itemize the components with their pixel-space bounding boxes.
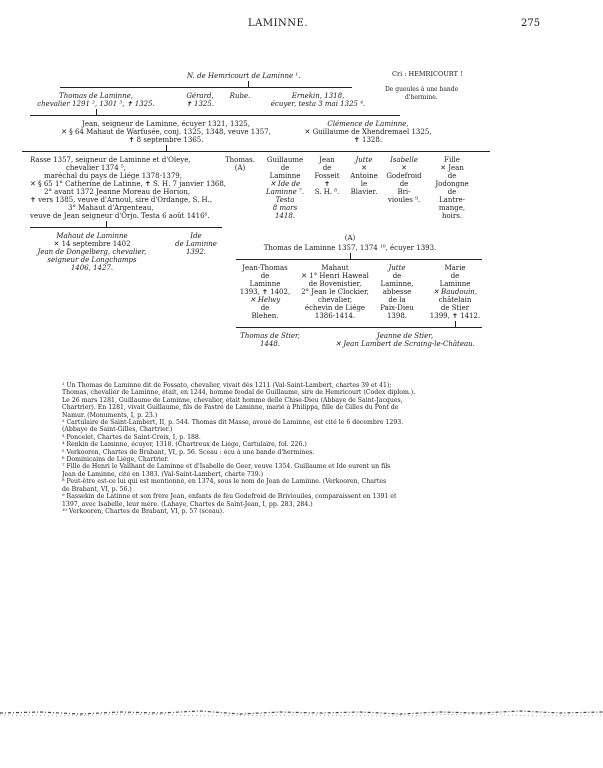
person-jean-fosseit-line: de (322, 164, 332, 172)
footnote-line: ¹ Un Thomas de Laminne dit de Fossato, chevalier, vivait dès 1211 (Val-Saint-Lambert, chartes 39 et 41); (62, 382, 392, 389)
person-jean-fosseit-line: S. H. ⁸. (314, 188, 340, 196)
person-guillaume-line: 8 mars (272, 204, 298, 212)
person-jean-thomas-line: Blehen. (251, 312, 279, 320)
blazon-line-1: De gueules à une bande (385, 86, 459, 93)
person-mahaut-line: seigneur de Longchamps (47, 256, 137, 264)
person-rasse-line6: ✝ vers 1385, veuve d'Arnoul, sire d'Ordange, S. H., (30, 196, 213, 204)
person-guillaume-line: Testa (275, 196, 295, 204)
footnote-line: Namur. (Monuments, I, p. 23.) (62, 411, 158, 419)
footnote-line: (Abbaye de Saint-Gilles, Chartrier.) (62, 426, 173, 434)
person-mahaut-line: ✕ 14 septembre 1402 (53, 240, 131, 248)
person-jutte-line: Antoine (350, 172, 378, 180)
person-isabelle-line: ✕ (401, 164, 407, 172)
blazon-line-2: d'hermine. (405, 94, 438, 101)
scan-noise-band (0, 706, 603, 720)
person-jutte-line: ✕ (361, 164, 367, 172)
footnote-line: Thomas, chevalier de Laminne, était, en 1244, homme feodal de Guillaume, sire de Hemricourt (Codex diplom.). (62, 389, 416, 397)
person-jutte-a-line: 1398. (386, 312, 408, 320)
person-thomas-gen1: Thomas de Laminne, (59, 92, 133, 100)
footnote-line: ⁷ Fille de Henri le Vailhant de Laminne et d'Isabelle de Geer, veuve 1354. Guillaume et Ide eurent un fils (62, 463, 391, 471)
person-marie-line: châtelain (438, 296, 472, 304)
footnote-line: ¹⁰ Verkooren, Chartes de Brabant, VI, p. 57 (sceau). (62, 507, 225, 515)
person-marie: Marie (444, 264, 466, 272)
person-clemence-marriage: ✕ Guillaume de Xhendremael 1325, (304, 128, 432, 136)
person-rasse-line3: maréchal du pays de Liége 1378-1379, (44, 172, 182, 180)
footnote-line: ² Cartulaire de Saint-Lambert, II, p. 544. Thomas dit Masse, avoué de Laminne, est cité le 6 décembre 1293. (62, 419, 404, 427)
person-jutte-a-line: Laminne, (380, 280, 414, 288)
person-jean-fosseit-line: Fosseit (314, 172, 340, 180)
person-clemence-death: ✝ 1328. (353, 136, 383, 144)
footnotes (62, 382, 482, 515)
person-isabelle: Isabelle (390, 156, 418, 164)
person-thomas-gen1-detail: chevalier 1291 ², 1301 ³, ✝ 1325. (37, 100, 155, 108)
person-mahaut-a-line: ✕ 1° Henri Haweal (301, 272, 369, 280)
person-jutte: Jutte (355, 156, 373, 164)
person-fille-line: mange, (438, 204, 466, 212)
tree-line (60, 87, 352, 88)
person-jutte-a: Jutte (388, 264, 406, 272)
person-jutte-line: Blavier. (350, 188, 378, 196)
person-jean-fosseit-line: ✝ (324, 180, 330, 188)
person-rasse-line5: 2° avant 1372 Jeanne Moreau de Horion, (44, 188, 191, 196)
person-jean-death: ✝ 8 septembre 1365. (128, 136, 204, 144)
person-jean-marriage: ✕ § 64 Mahaut de Warfusée, conj. 1325, 1348, veuve 1357, (61, 128, 271, 136)
person-jean-thomas-line: Laminne (249, 280, 281, 288)
person-guillaume-line: Laminne ⁷. (265, 188, 305, 196)
person-marie-line: Laminne (439, 280, 471, 288)
person-fille-line: Jodongne (435, 180, 469, 188)
cri-line: Cri : HEMRICOURT ! (392, 70, 463, 78)
person-guillaume: Guillaume (266, 156, 304, 164)
person-jean-thomas-line: 1393, ✝ 1402, (239, 288, 291, 296)
tree-line (236, 259, 482, 260)
footnote-line: ⁸ Peut-être est-ce lui qui est mentionné, en 1374, sous le nom de Jean de Laminne. (Verkooren, Chartes (62, 478, 387, 486)
person-jean-fosseit: Jean (319, 156, 335, 164)
person-jean-thomas-line: ✕ Helwy (249, 296, 281, 304)
person-jutte-a-line: Paix-Dieu (380, 304, 414, 312)
person-rasse-line8: veuve de Jean seigneur d'Orjo. Testa 6 août 1416⁶. (30, 212, 210, 220)
footnote-line: ⁶ Dominicains de Liége, Chartrier. (62, 456, 169, 464)
footnote-line: de Brabant, VI, p. 56.) (62, 485, 132, 493)
person-isabelle-line: Bri- (397, 188, 411, 196)
person-mahaut-a-line: échevin de Liége (304, 304, 366, 312)
person-guillaume-line: 1418. (274, 212, 296, 220)
person-ide-line: de Laminne (175, 240, 217, 248)
footnote-line: 1397, avec Isabelle, leur mère. (Lahaye, Chartes de Saint-Jean, I, pp. 283, 284.) (62, 500, 313, 508)
person-jeanne-stier: Jeanne de Stier, (376, 332, 434, 340)
person-clemence: Clémence de Laminne, (327, 120, 409, 128)
footnote-line: ⁹ Rassekin de Latinne et son frère Jean, enfants de feu Godefroid de Briviouiles, comparaissent en 1391 et (62, 493, 397, 501)
tree-line (236, 327, 482, 328)
person-fille-line: Lantre- (439, 196, 465, 204)
person-jean-thomas-line: de (260, 304, 270, 312)
person-mahaut-a-line: de Bovenistier, (308, 280, 362, 288)
person-mahaut-a: Mahaut (321, 264, 349, 272)
person-marie-line: de Stier (440, 304, 470, 312)
person-thomas-stier: Thomas de Stier, (240, 332, 300, 340)
branch-a-label: (A) (344, 234, 356, 242)
person-fille-line: ✕ Jean (440, 164, 464, 172)
person-rube: Rube. (229, 92, 251, 100)
root-ancestor: N. de Hemricourt de Laminne ¹. (187, 72, 301, 80)
person-ernekin: Ernekin, 1318, (291, 92, 345, 100)
person-thomas-a-ref: (A) (234, 164, 246, 172)
running-title: LAMINNE. (248, 18, 309, 29)
footnote-line: ⁵ Verkooren, Chartes de Brabant, VI, p. 56. Sceau : écu à une bande d'hermines. (62, 448, 315, 456)
person-marie-line: 1399, ✝ 1412. (429, 312, 481, 320)
person-fille-line: de (447, 172, 457, 180)
branch-a-head: Thomas de Laminne 1357, 1374 ¹⁰, écuyer 1393. (263, 244, 437, 252)
person-ide: Ide (190, 232, 202, 240)
person-jutte-a-line: abbesse (382, 288, 412, 296)
person-jean-thomas: Jean-Thomas (242, 264, 288, 272)
person-mahaut-a-line: 2° Jean le Clockier, (301, 288, 369, 296)
tree-line (30, 227, 222, 228)
person-marie-line: ✕ Baudouin, (432, 288, 478, 296)
person-jutte-line: le (360, 180, 368, 188)
footnote-line: ⁴ Renkin de Laminne, écuyer, 1318. (Chartreux de Liége, Cartulaire, fol. 226.) (62, 441, 307, 449)
person-isabelle-line: Godefroid (386, 172, 422, 180)
person-mahaut-a-line: chevalier, (317, 296, 353, 304)
tree-line (22, 151, 490, 152)
person-ide-line: 1392. (185, 248, 207, 256)
person-jutte-a-line: de la (388, 296, 406, 304)
person-mahaut-laminne: Mahaut de Laminne (56, 232, 128, 240)
footnote-line: ³ Poncelet, Chartes de Saint-Croix, I, p. 188. (62, 433, 201, 441)
tree-line (30, 115, 400, 116)
person-gerard-detail: ✝ 1325. (185, 100, 215, 108)
person-rasse: Rasse 1357, seigneur de Laminne et d'Oleye, (30, 156, 191, 164)
person-thomas-stier-line: 1448. (259, 340, 281, 348)
footnote-line: Jean de Laminne, cité en 1383. (Val-Saint-Lambert, charte 739.) (62, 470, 264, 478)
person-fille-line: de (447, 188, 457, 196)
person-ernekin-detail: écuyer, testa 3 mai 1325 ⁴. (270, 100, 366, 108)
person-fille: Fille (444, 156, 460, 164)
person-marie-line: de (450, 272, 460, 280)
person-isabelle-line: vioules ⁹. (387, 196, 421, 204)
person-jean-thomas-line: de (260, 272, 270, 280)
footnote-line: Chartrier). En 1281, vivait Guillaume, fils de Fastré de Laminne, marié à Philippa, fille de Gilles du Pont de (62, 404, 399, 412)
person-fille-line: hoirs. (441, 212, 463, 220)
person-gerard: Gérard, (186, 92, 214, 100)
person-rasse-line7: 3° Mahaut d'Argenteau, (68, 204, 154, 212)
person-jutte-a-line: de (392, 272, 402, 280)
person-guillaume-line: ✕ Ide de (269, 180, 301, 188)
person-mahaut-line: Jean de Dongelberg, chevalier, (37, 248, 147, 256)
person-rasse-line2: chevalier 1374 ⁵, (66, 164, 126, 172)
person-thomas-a: Thomas. (224, 156, 256, 164)
person-isabelle-line: de (399, 180, 409, 188)
person-rasse-line4: ✕ § 65 1° Catherine de Latinne, ✝ S. H. 7 janvier 1368, (30, 180, 227, 188)
person-guillaume-line: Laminne (269, 172, 301, 180)
page-number: 275 (521, 18, 541, 29)
person-jeanne-stier-line: ✕ Jean Lambert de Scraing-le-Château. (335, 340, 475, 348)
person-guillaume-line: de (280, 164, 290, 172)
person-mahaut-a-line: 1386-1414. (314, 312, 356, 320)
footnote-line: Le 26 mars 1281, Guillaume de Laminne, chevalier, était homme delle Chise-Dieu (Abbaye de Saint-Jacques, (62, 396, 403, 404)
person-jean-seigneur: Jean, seigneur de Laminne, écuyer 1321, 1325, (82, 120, 250, 128)
person-mahaut-line: 1406, 1427. (70, 264, 114, 272)
